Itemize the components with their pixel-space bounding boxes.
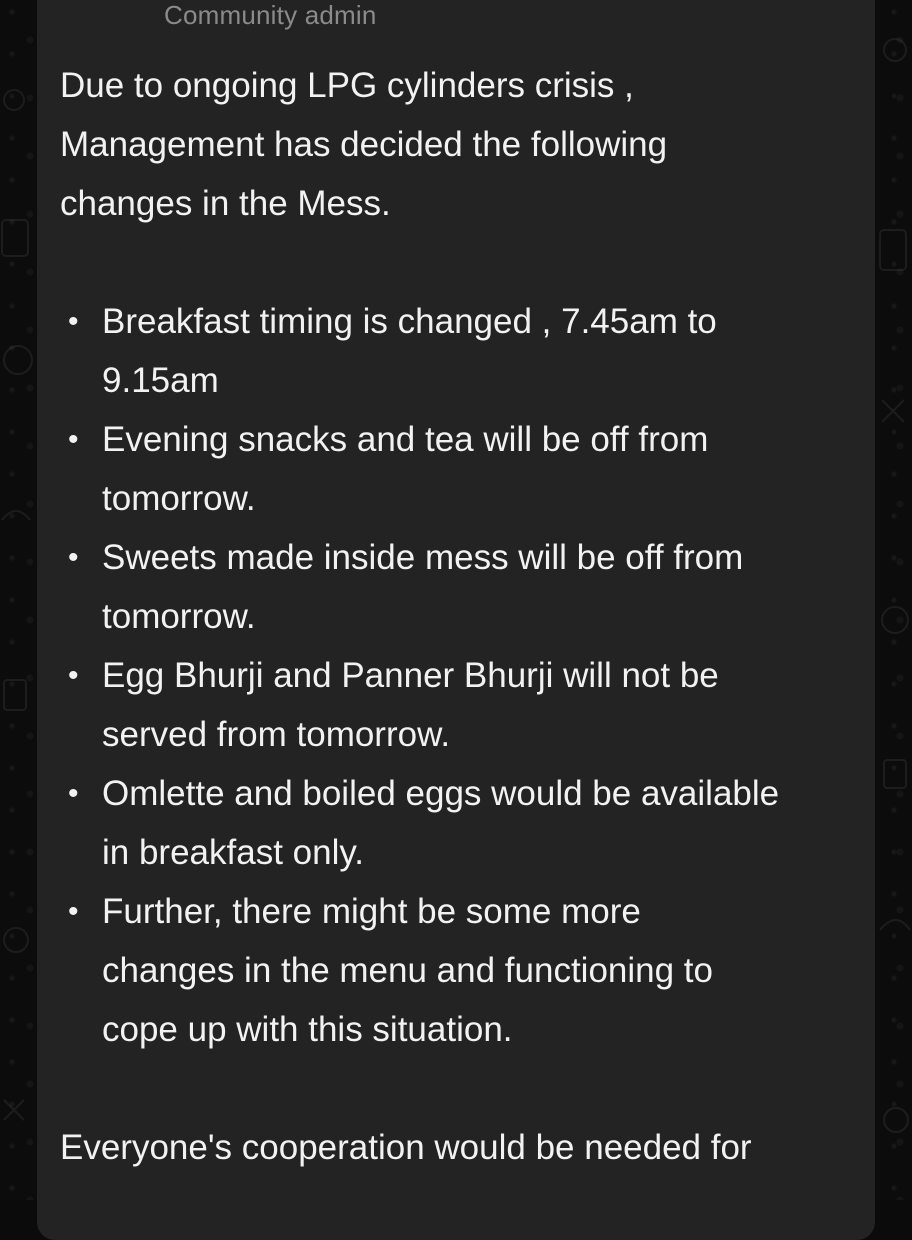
list-item — [60, 528, 860, 646]
point-line: tomorrow. — [102, 597, 256, 636]
intro-line: Management has decided the following — [60, 125, 668, 164]
bullet-icon: • — [68, 423, 79, 456]
point-line: Omlette and boiled eggs would be available — [102, 774, 780, 813]
list-item — [60, 292, 860, 410]
bullet-icon: • — [68, 777, 79, 810]
bullet-icon: • — [68, 305, 79, 338]
point-line: Sweets made inside mess will be off from — [102, 538, 744, 577]
bullet-icon: • — [68, 659, 79, 692]
point-line: Egg Bhurji and Panner Bhurji will not be — [102, 656, 719, 695]
list-item — [60, 882, 860, 1059]
point-line: Breakfast timing is changed , 7.45am to — [102, 302, 717, 341]
intro-paragraph — [60, 56, 860, 233]
bullet-icon: • — [68, 895, 79, 928]
point-line: cope up with this situation. — [102, 1010, 513, 1049]
bullet-icon: • — [68, 541, 79, 574]
intro-line: Due to ongoing LPG cylinders crisis , — [60, 66, 634, 105]
closing-paragraph — [60, 1118, 860, 1177]
point-line: served from tomorrow. — [102, 715, 451, 754]
sender-role: Community admin — [164, 0, 377, 30]
intro-line: changes in the Mess. — [60, 184, 391, 223]
point-line: changes in the menu and functioning to — [102, 951, 713, 990]
point-line: Evening snacks and tea will be off from — [102, 420, 709, 459]
closing-line: Everyone's cooperation would be needed for — [60, 1128, 752, 1167]
list-item — [60, 646, 860, 764]
message-body — [60, 56, 860, 1177]
point-line: tomorrow. — [102, 479, 256, 518]
point-line: Further, there might be some more — [102, 892, 641, 931]
list-item — [60, 410, 860, 528]
point-line: in breakfast only. — [102, 833, 364, 872]
point-line: 9.15am — [102, 361, 219, 400]
list-item — [60, 764, 860, 882]
points-list — [60, 292, 860, 1059]
